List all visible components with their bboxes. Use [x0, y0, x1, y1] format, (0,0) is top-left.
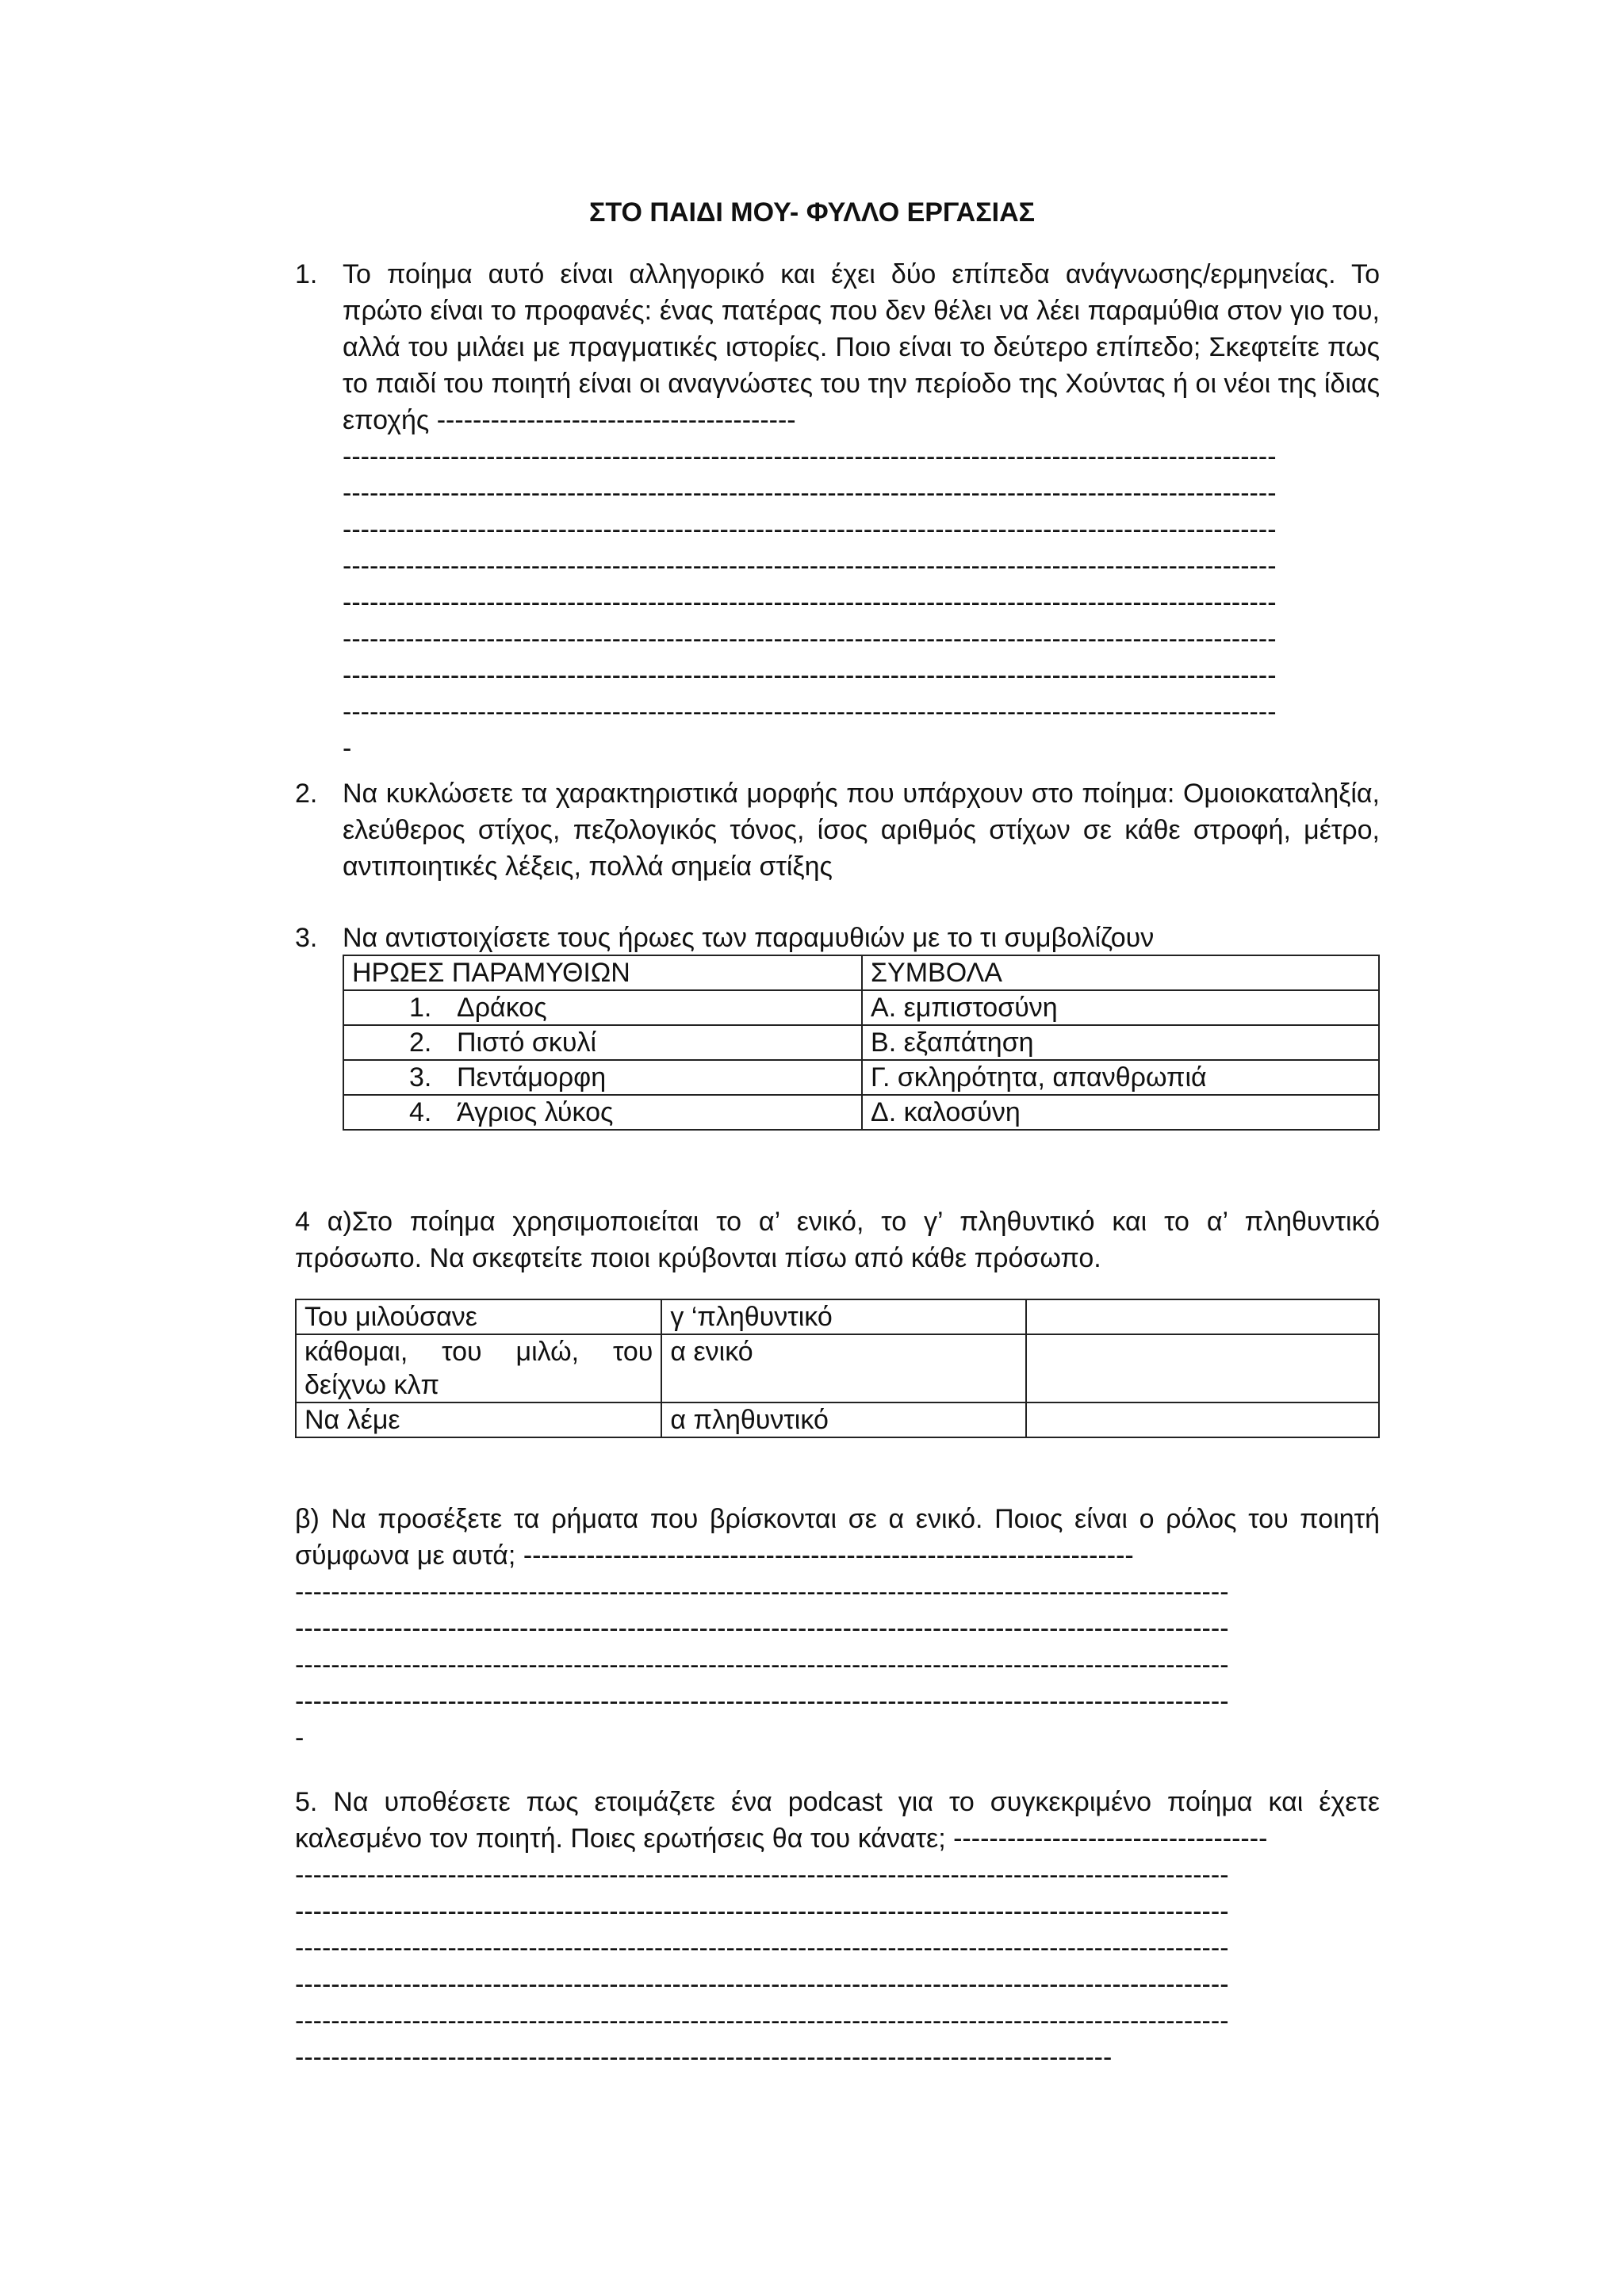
verb-cell: Του μιλούσανε — [296, 1299, 661, 1334]
hero-name: Πεντάμορφη — [457, 1062, 607, 1093]
table-header: ΗΡΩΕΣ ΠΑΡΑΜΥΘΙΩΝ — [343, 955, 862, 990]
answer-line[interactable]: -------------------------------------------------------------------------------------------------------- — [295, 1686, 1229, 1716]
answer-line[interactable]: -------------------------------------------------------------------------------------------------------- — [295, 1650, 1229, 1680]
table-row — [296, 1334, 1379, 1402]
question-text: 5. Να υποθέσετε πως ετοιμάζετε ένα podcast για το συγκεκριμένο ποίημα και έχετε καλεσμένο τον ποιητή. Ποιες ερωτήσεις θα του κάνατε; — [295, 1787, 1380, 1854]
table-header: ΣΥΜΒΟΛΑ — [862, 955, 1379, 990]
answer-line[interactable]: -------------------------------------------------------------------------------------------------------- — [343, 624, 1277, 654]
question-1 — [295, 256, 1380, 763]
answer-line[interactable]: - — [295, 1723, 304, 1753]
answer-line[interactable]: -------------------------------------------------------------------------------------------------------- — [295, 1860, 1229, 1890]
question-4b-text — [295, 1501, 1380, 1574]
answer-line[interactable]: -------------------------------------------------------------------------------------------------------- — [343, 442, 1277, 472]
hero-name: Δράκος — [457, 993, 547, 1023]
question-2-text: Να κυκλώσετε τα χαρακτηριστικά μορφής που υπάρχουν στο ποίημα: Ομοιοκαταληξία, ελεύθερος στίχος, πεζολογικός τόνος, ίσος αριθμός στίχων σε κάθε στροφή, μέτρο, αντιποιητικές λέξεις, πολλά σημεία στίξης — [343, 779, 1380, 882]
hero-cell — [343, 1095, 862, 1130]
hero-name: Πιστό σκυλί — [457, 1027, 597, 1058]
answer-line[interactable]: -------------------------------------------------------------------------------------------------------- — [295, 1577, 1229, 1607]
hero-number: 4. — [409, 1097, 432, 1127]
table-row — [296, 1299, 1379, 1334]
verb-cell: κάθομαι, του μιλώ, του δείχνω κλπ — [296, 1334, 661, 1402]
answer-cell[interactable] — [1026, 1299, 1379, 1334]
symbol-cell: Α. εμπιστοσύνη — [862, 990, 1379, 1025]
heroes-symbols-table — [343, 955, 1380, 1131]
question-4a-text: 4 α)Στο ποίημα χρησιμοποιείται το α’ ενικό, το γ’ πληθυντικό και το α’ πληθυντικό πρόσωπο. Να σκεφτείτε ποιοι κρύβονται πίσω από κάθε πρόσωπο. — [295, 1207, 1380, 1273]
question-3-text: Να αντιστοιχίσετε τους ήρωες των παραμυθιών με το τι συμβολίζουν — [343, 923, 1155, 953]
verb-cell: Να λέμε — [296, 1402, 661, 1437]
table-header-row — [343, 955, 1379, 990]
symbol-cell: Γ. σκληρότητα, απανθρωπιά — [862, 1060, 1379, 1095]
answer-line-trail[interactable]: -------------------------------------------------------------------- — [523, 1540, 1134, 1571]
question-text: Το ποίημα αυτό είναι αλληγορικό και έχει δύο επίπεδα ανάγνωσης/ερμηνείας. Το πρώτο είναι το προφανές: ένας πατέρας που δεν θέλει να λέει παραμύθια στον γιο του, αλλά του μιλάει με πραγματικές ιστορίες. Ποιο είναι το δεύτερο επίπεδο; Σκεφτείτε πως το παιδί του ποιητή είναι οι αναγνώστες του την περίοδο της Χούντας ή οι νέοι της ίδιας εποχής — [343, 259, 1380, 435]
answer-cell[interactable] — [1026, 1334, 1379, 1402]
answer-line[interactable]: -------------------------------------------------------------------------------------------------------- — [295, 2006, 1229, 2036]
hero-number: 3. — [409, 1062, 432, 1093]
answer-line[interactable]: ------------------------------------------------------------------------------------------- — [295, 2042, 1113, 2072]
question-text: β) Να προσέξετε τα ρήματα που βρίσκονται σε α ενικό. Ποιος είναι ο ρόλος του ποιητή σύμφωνα με αυτά; — [295, 1504, 1380, 1571]
answer-lines — [295, 1574, 1380, 1756]
answer-cell[interactable] — [1026, 1402, 1379, 1437]
table-row — [343, 1025, 1379, 1060]
question-number: 3. — [295, 923, 318, 953]
hero-cell — [343, 1025, 862, 1060]
symbol-cell: Δ. καλοσύνη — [862, 1095, 1379, 1130]
person-cell: γ ‘πληθυντικό — [661, 1299, 1025, 1334]
symbol-cell: Β. εξαπάτηση — [862, 1025, 1379, 1060]
table-row — [343, 1060, 1379, 1095]
answer-line[interactable]: -------------------------------------------------------------------------------------------------------- — [295, 1969, 1229, 1999]
answer-line[interactable]: -------------------------------------------------------------------------------------------------------- — [343, 551, 1277, 581]
person-cell: α ενικό — [661, 1334, 1025, 1402]
worksheet-title: ΣΤΟ ΠΑΙΔΙ ΜΟΥ- ΦΥΛΛΟ ΕΡΓΑΣΙΑΣ — [588, 197, 1036, 228]
answer-line[interactable]: -------------------------------------------------------------------------------------------------------- — [295, 1896, 1229, 1927]
answer-line-trail[interactable]: ----------------------------------- — [953, 1823, 1268, 1854]
persons-table — [295, 1299, 1380, 1438]
question-1-text — [343, 256, 1380, 438]
question-2 — [295, 775, 1380, 886]
hero-number: 2. — [409, 1027, 432, 1058]
hero-number: 1. — [409, 993, 432, 1023]
table-row — [296, 1402, 1379, 1437]
hero-name: Άγριος λύκος — [457, 1097, 614, 1127]
answer-line[interactable]: -------------------------------------------------------------------------------------------------------- — [343, 515, 1277, 545]
answer-lines — [343, 438, 1380, 767]
answer-line[interactable]: -------------------------------------------------------------------------------------------------------- — [343, 478, 1277, 508]
question-number: 2. — [295, 779, 318, 809]
answer-line[interactable]: -------------------------------------------------------------------------------------------------------- — [295, 1613, 1229, 1644]
person-cell: α πληθυντικό — [661, 1402, 1025, 1437]
answer-line[interactable]: -------------------------------------------------------------------------------------------------------- — [295, 1933, 1229, 1963]
question-5-text — [295, 1784, 1380, 1857]
hero-cell — [343, 990, 862, 1025]
answer-line[interactable]: -------------------------------------------------------------------------------------------------------- — [343, 697, 1277, 727]
hero-cell — [343, 1060, 862, 1095]
question-3 — [295, 920, 1380, 959]
answer-line[interactable]: -------------------------------------------------------------------------------------------------------- — [343, 660, 1277, 691]
answer-line[interactable]: -------------------------------------------------------------------------------------------------------- — [343, 587, 1277, 618]
table-row — [343, 1095, 1379, 1130]
question-number: 1. — [295, 259, 318, 289]
answer-line-trail[interactable]: ---------------------------------------- — [436, 405, 796, 435]
table-row — [343, 990, 1379, 1025]
answer-lines — [295, 1857, 1380, 2076]
answer-line[interactable]: - — [343, 733, 352, 763]
